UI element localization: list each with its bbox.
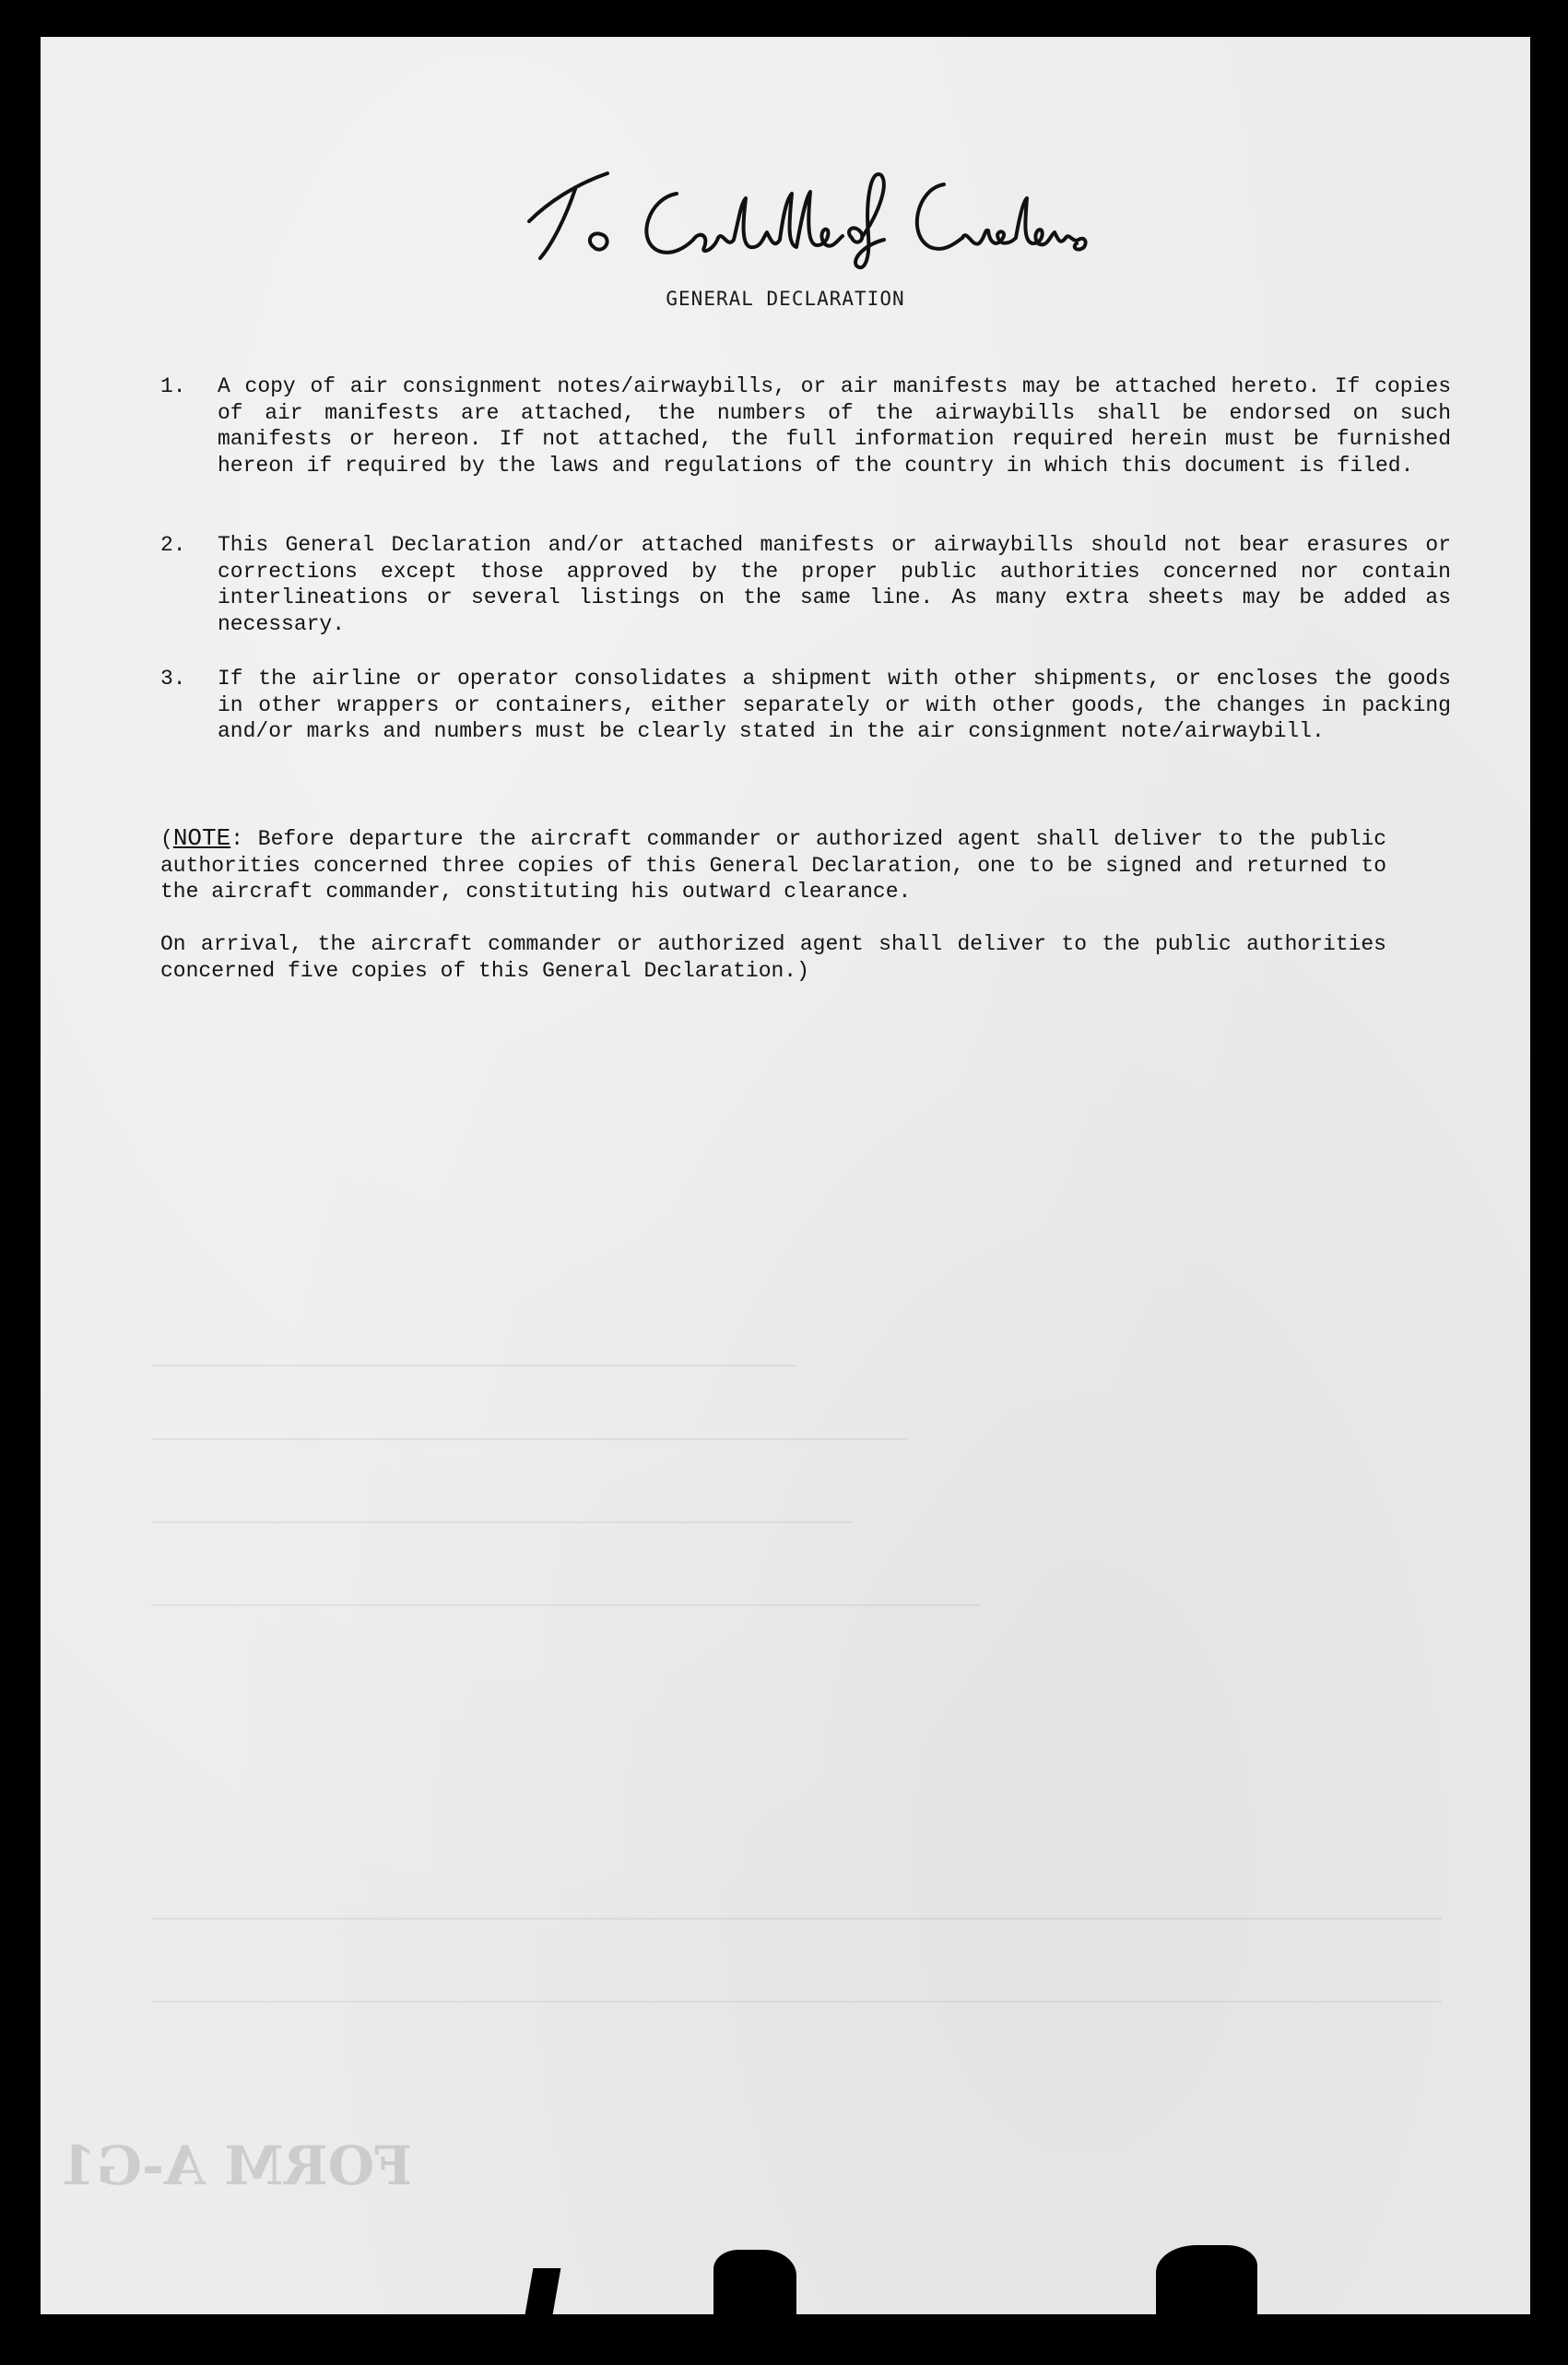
item-text: A copy of air consignment notes/airwaybills, or air manifests may be attached hereto. If copies of air manifests are attached, the numbers of the airwaybills shall be endorsed on such manifests or hereon. If not attached, the full information required herein must be furnished hereon if required by the laws and regulations of the country in which this document is filed. xyxy=(218,374,1451,478)
bleed-through-line xyxy=(151,2001,1442,2003)
torn-edge-mark xyxy=(525,2268,561,2314)
item-number: 2. xyxy=(160,533,186,557)
torn-edge-mark xyxy=(1156,2245,1257,2314)
item-text: If the airline or operator consolidates a shipment with other shipments, or encloses the goods in other wrappers or containers, either separately or with other goods, the changes in packing and/or marks and numbers must be clearly stated in the air consignment note/airwaybill. xyxy=(218,667,1451,743)
note-label: NOTE xyxy=(172,824,231,852)
bleed-through-line xyxy=(151,1918,1442,1920)
instruction-item-3 xyxy=(160,666,1451,745)
note-arrival xyxy=(160,931,1386,984)
item-number: 3. xyxy=(160,667,186,691)
instruction-item-2 xyxy=(160,532,1451,637)
bleed-through-line xyxy=(151,1438,907,1440)
bleed-through-line xyxy=(151,1365,796,1366)
handwritten-signature-image xyxy=(520,148,1110,277)
note-departure-text: Before departure the aircraft commander or authorized agent shall deliver to the public authorities concerned three copies of this General Declaration, one to be signed and returned to the aircraft commander, constituting his outward clearance. xyxy=(160,827,1387,904)
note-arrival-text: On arrival, the aircraft commander or authorized agent shall deliver to the public authorities concerned five copies of this General Declaration.) xyxy=(160,932,1386,983)
document-title: GENERAL DECLARATION xyxy=(666,288,905,310)
bleed-through-line xyxy=(151,1604,981,1606)
bleed-through-form-label: FORM A-G1 xyxy=(59,2134,413,2197)
handwritten-annotation xyxy=(520,148,1110,277)
note-departure: (NOTE: Before departure the aircraft commander or authorized agent shall deliver to the public authorities concerned three copies of this General Declaration, one to be signed and returned to the aircraft commander, constituting his outward clearance. xyxy=(160,824,1387,904)
item-number: 1. xyxy=(160,374,186,398)
bleed-through-line xyxy=(151,1521,852,1523)
torn-edge-mark xyxy=(713,2250,796,2314)
document-page xyxy=(41,37,1530,2314)
item-text: This General Declaration and/or attached manifests or airwaybills should not bear erasures or corrections except those approved by the proper public authorities concerned nor contain interlineations or several listings on the same line. As many extra sheets may be added as necessary. xyxy=(218,533,1451,636)
instruction-item-1 xyxy=(160,373,1451,479)
